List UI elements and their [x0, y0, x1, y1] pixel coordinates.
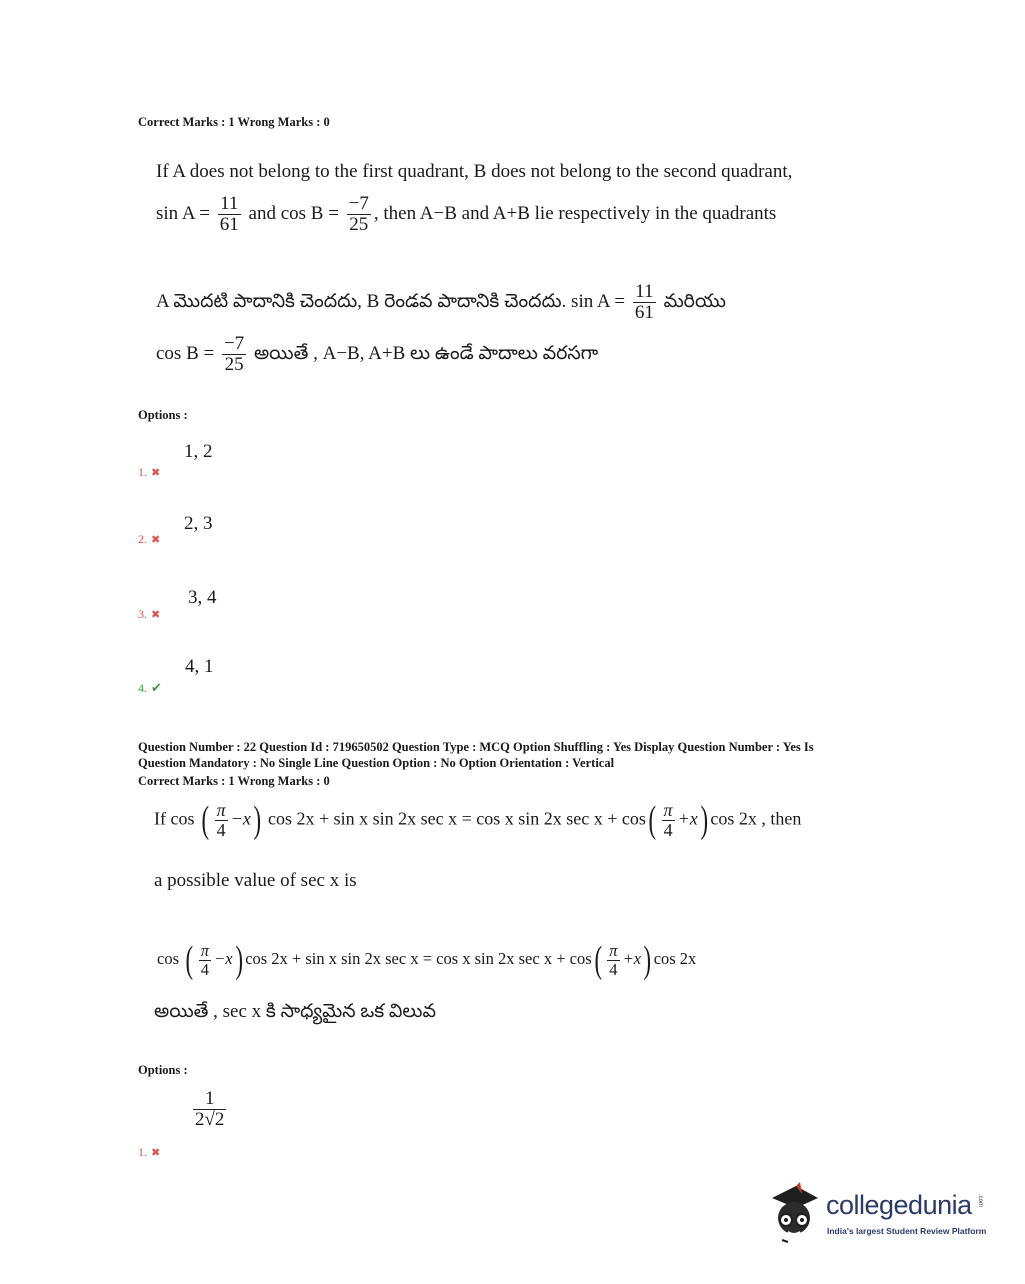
left-paren: ( [594, 939, 602, 981]
fraction-pi-4 [215, 801, 228, 840]
denominator: 4 [200, 959, 210, 979]
q21-options-label: Options : [138, 408, 188, 422]
check-icon: ✔ [151, 680, 162, 695]
numerator: −7 [223, 333, 245, 354]
te-end-expression: cos 2x [653, 948, 697, 968]
q22-te-line1 [157, 941, 696, 979]
cross-icon: ✖ [151, 467, 161, 479]
right-paren: ) [700, 799, 708, 842]
fraction-11-61-te [633, 282, 656, 323]
option-number: 1. [138, 465, 147, 479]
numerator: π [663, 800, 673, 820]
option-number: 1. [138, 1145, 147, 1159]
left-paren: ( [185, 939, 194, 981]
te-mid-expression: cos 2x + sin x sin 2x sec x = cos x sin 2x sec x + cos [245, 948, 592, 968]
q22-option-1-label [138, 1145, 160, 1160]
collegedunia-logo [766, 1178, 996, 1248]
q22-te-line2: అయితే , sec x కి సాధ్యమైన ఒక విలువ [154, 1001, 436, 1022]
mascot-icon [766, 1180, 822, 1244]
q21-option-3-value[interactable]: 3, 4 [188, 587, 217, 608]
q21-option-4-value[interactable]: 4, 1 [185, 656, 214, 677]
q21-option-4-label [138, 680, 162, 696]
minus-x: −x [214, 948, 233, 968]
q21-option-1-label [138, 465, 160, 480]
numerator: π [200, 941, 210, 961]
te-tail: అయితే , A−B, A+B లు ఉండే పాదాలు వరసగా [253, 342, 599, 364]
fraction-pi-4 [607, 942, 619, 978]
sinA-text: sin A = [156, 202, 211, 224]
numerator: π [609, 941, 618, 961]
plus-x: +x [677, 808, 698, 829]
cross-icon: ✖ [151, 609, 161, 621]
q21-option-2-label [138, 532, 160, 547]
brand-tagline: India's largest Student Review Platform [827, 1226, 987, 1236]
fraction-pi-4 [662, 801, 675, 840]
right-paren: ) [235, 939, 243, 981]
fraction-neg7-25-te [222, 334, 246, 375]
denominator: 4 [663, 819, 673, 840]
numerator: −7 [348, 193, 369, 214]
fraction-11-61 [218, 194, 241, 235]
te-cosB: cos B = [156, 342, 215, 364]
fraction-neg7-25 [347, 194, 371, 235]
q22-options-label: Options : [138, 1063, 188, 1077]
denominator: 4 [216, 819, 226, 840]
numerator: 11 [633, 282, 656, 303]
denominator: 4 [609, 959, 618, 979]
denominator: 61 [634, 301, 654, 323]
option-number: 2. [138, 532, 147, 546]
q21-option-1-value[interactable]: 1, 2 [184, 441, 213, 462]
q22-en-line2: a possible value of sec x is [154, 870, 357, 891]
q21-en-line2 [156, 194, 776, 235]
minus-x: −x [230, 808, 251, 829]
denominator: 61 [219, 213, 239, 235]
numerator: 1 [193, 1089, 226, 1110]
q22-end-expression: cos 2x , then [710, 808, 802, 829]
en-tail: , then A−B and A+B lie respectively in the quadrants [373, 202, 777, 224]
te-mariyu: మరియు [663, 290, 726, 312]
te-line1-text: A మొదటి పాదానికి చెందదు, B రెండవ పాదానికి చెందదు. sin A = [156, 290, 626, 312]
denominator: 25 [349, 213, 369, 235]
if-cos: If cos [154, 808, 195, 829]
option-number: 4. [138, 681, 147, 695]
q21-marks: Correct Marks : 1 Wrong Marks : 0 [138, 115, 330, 129]
q22-marks: Correct Marks : 1 Wrong Marks : 0 [138, 774, 330, 788]
q22-option-1-value[interactable] [190, 1089, 229, 1130]
fraction-1-2root2 [193, 1089, 226, 1130]
fraction-pi-4 [199, 942, 211, 978]
left-paren: ( [648, 799, 657, 842]
cross-icon: ✖ [151, 534, 161, 546]
te-cos: cos [157, 948, 179, 968]
q21-te-line2 [156, 334, 598, 375]
q21-en-line1: If A does not belong to the first quadrant, B does not belong to the second quadrant, [156, 161, 793, 182]
numerator: 11 [218, 194, 241, 215]
q22-en-line1 [154, 801, 801, 840]
q21-te-line1 [156, 282, 726, 323]
q21-option-2-value[interactable]: 2, 3 [184, 513, 213, 534]
q22-meta-line2: Question Mandatory : No Single Line Question Option : No Option Orientation : Vertical [138, 756, 615, 770]
q21-option-3-label [138, 607, 160, 622]
q22-meta-line1: Question Number : 22 Question Id : 719650502 Question Type : MCQ Option Shuffling : Yes Display Question Number : Yes Is [138, 740, 814, 754]
brand-com: .com [977, 1194, 983, 1208]
option-number: 3. [138, 607, 147, 621]
brand-name: collegedunia [826, 1190, 972, 1220]
cross-icon: ✖ [151, 1147, 161, 1159]
q22-mid-expression: cos 2x + sin x sin 2x sec x = cos x sin 2x sec x + cos [267, 808, 646, 829]
numerator: π [216, 800, 226, 820]
denominator: 25 [224, 353, 244, 375]
left-paren: ( [201, 799, 210, 842]
denominator: 2√2 [195, 1108, 225, 1130]
and-cosB-text: and cos B = [248, 202, 339, 224]
right-paren: ) [253, 799, 261, 842]
right-paren: ) [643, 939, 652, 981]
plus-x: +x [622, 948, 642, 968]
